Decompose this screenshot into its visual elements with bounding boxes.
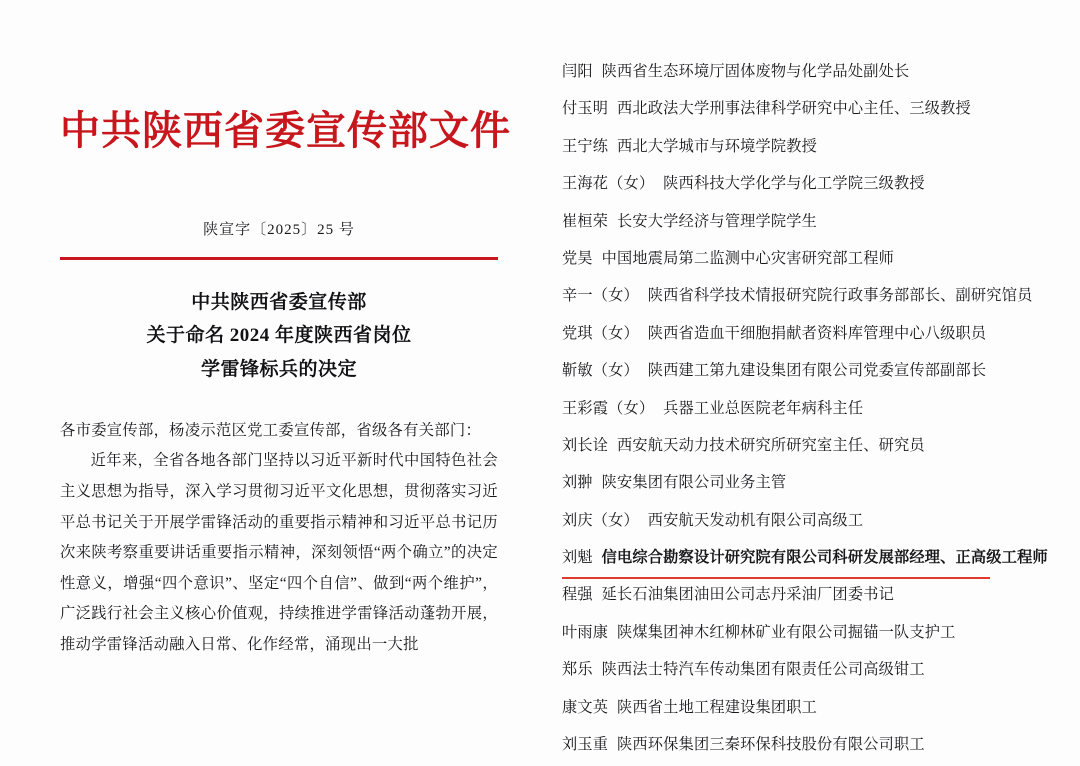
honoree-name: 党琪（女）	[562, 324, 639, 342]
honoree-spacer	[593, 548, 602, 569]
honoree-spacer	[593, 62, 602, 83]
honoree-spacer	[608, 623, 617, 644]
honoree-spacer	[639, 511, 648, 532]
honoree-name: 王宁练	[562, 137, 609, 155]
honoree-spacer	[639, 361, 648, 382]
honoree-spacer	[593, 249, 602, 270]
honoree-spacer	[608, 99, 617, 120]
honoree-name: 康文英	[562, 698, 609, 716]
honoree-title: 西安航天发动机有限公司高级工	[647, 511, 864, 529]
honoree-title: 陕安集团有限公司业务主管	[601, 474, 787, 492]
honoree-row	[562, 361, 1050, 398]
honoree-spacer	[608, 735, 617, 756]
honoree-name: 党昊	[562, 249, 593, 267]
honoree-spacer	[593, 660, 602, 681]
document-number: 陕宣字〔2025〕25 号	[203, 222, 355, 238]
document-subject-line-3: 学雷锋标兵的决定	[200, 358, 357, 380]
honoree-spacer	[608, 212, 617, 233]
honoree-row	[562, 511, 1050, 548]
honoree-row	[562, 99, 1050, 136]
honoree-row	[562, 399, 1050, 436]
honoree-row	[562, 735, 1050, 766]
honoree-name: 闫阳	[562, 63, 593, 80]
honoree-title: 陕西法士特汽车传动集团有限责任公司高级钳工	[601, 661, 925, 679]
honoree-name: 刘魁	[562, 549, 593, 567]
honoree-title: 信电综合勘察设计研究院有限公司科研发展部经理、正高级工程师	[601, 549, 1048, 567]
honoree-row	[562, 436, 1050, 473]
honoree-name: 刘庆（女）	[562, 511, 639, 529]
honoree-spacer	[639, 324, 648, 345]
honoree-row	[562, 286, 1050, 323]
honoree-title: 陕西省科学技术情报研究院行政事务部部长、副研究馆员	[647, 287, 1033, 305]
honoree-title: 陕煤集团神木红柳林矿业有限公司掘锚一队支护工	[617, 623, 956, 641]
honoree-title: 陕西环保集团三秦环保科技股份有限公司职工	[617, 736, 925, 754]
honoree-name: 靳敏（女）	[562, 362, 639, 380]
document-body	[60, 416, 498, 661]
honoree-spacer	[654, 399, 663, 420]
honoree-name: 王海花（女）	[562, 175, 655, 193]
document-paragraph-1: 近年来，全省各地各部门坚持以习近平新时代中国特色社会主义思想为指导，深入学习贯彻习近平文化思想，贯彻落实习近平总书记关于开展学雷锋活动的重要指示精神和习近平总书记历次来陕考察重要讲话重要指示精神，深刻领悟“两个确立”的决定性意义，增强“四个意识”、坚定“四个自信”、做到“两个维护”，广泛践行社会主义核心价值观，持续推进学雷锋活动蓬勃开展，推动学雷锋活动融入日常、化作经常，涌现出一大批	[60, 452, 498, 653]
document-subject-line-1: 中共陕西省委宣传部	[191, 292, 367, 313]
honoree-name: 刘翀	[562, 474, 593, 492]
honoree-spacer	[608, 436, 617, 457]
honoree-title: 西北大学城市与环境学院教授	[617, 137, 818, 155]
honoree-title: 西安航天动力技术研究所研究室主任、研究员	[617, 436, 925, 454]
honoree-title: 陕西省造血干细胞捐献者资料库管理中心八级职员	[647, 324, 987, 342]
honoree-title: 延长石油集团油田公司志丹采油厂团委书记	[601, 586, 894, 604]
document-letterhead-title: 中共陕西省委宣传部文件	[60, 108, 511, 153]
document-subject	[60, 286, 498, 386]
honoree-row	[562, 473, 1050, 510]
honoree-title: 陕西科技大学化学与化工学院三级教授	[663, 175, 925, 193]
honoree-row	[562, 62, 1050, 99]
honoree-title: 陕西省生态环境厅固体废物与化学品处副处长	[601, 63, 910, 80]
honoree-row	[562, 660, 1050, 697]
honoree-row	[562, 585, 1050, 622]
honoree-name: 王彩霞（女）	[562, 399, 655, 417]
document-salutation: 各市委宣传部，杨凌示范区党工委宣传部，省级各有关部门：	[60, 421, 482, 439]
honoree-spacer	[654, 174, 663, 195]
honoree-name: 刘长诠	[562, 436, 609, 454]
honoree-spacer	[593, 585, 602, 606]
honoree-name: 程强	[562, 586, 593, 604]
honoree-row	[562, 249, 1050, 286]
honoree-title: 陕西省土地工程建设集团职工	[617, 698, 818, 716]
honoree-title: 西北政法大学刑事法律科学研究中心主任、三级教授	[617, 100, 971, 118]
honoree-title: 陕西建工第九建设集团有限公司党委宣传部副部长	[647, 362, 987, 380]
honoree-name: 刘玉重	[562, 736, 609, 754]
honoree-name: 崔桓荣	[562, 212, 609, 230]
honoree-name: 付玉明	[562, 100, 609, 118]
honoree-name: 辛一（女）	[562, 287, 639, 305]
red-divider-rule	[60, 257, 498, 260]
honoree-list-pane	[540, 0, 1080, 766]
honoree-title: 长安大学经济与管理学院学生	[617, 212, 818, 230]
honoree-row	[562, 212, 1050, 249]
honoree-row	[562, 548, 1050, 585]
honoree-row	[562, 324, 1050, 361]
honoree-name: 叶雨康	[562, 623, 609, 641]
highlight-underline	[562, 577, 990, 579]
honoree-title: 兵器工业总医院老年病科主任	[663, 399, 864, 417]
honoree-spacer	[593, 473, 602, 494]
honoree-row	[562, 137, 1050, 174]
honoree-row	[562, 174, 1050, 211]
honoree-spacer	[608, 137, 617, 158]
honoree-row	[562, 698, 1050, 735]
document-subject-line-2: 关于命名 2024 年度陕西省岗位	[146, 325, 412, 347]
honoree-row	[562, 623, 1050, 660]
honoree-spacer	[608, 698, 617, 719]
honoree-spacer	[639, 286, 648, 307]
honoree-title: 中国地震局第二监测中心灾害研究部工程师	[601, 249, 894, 267]
honoree-name: 郑乐	[562, 661, 593, 679]
